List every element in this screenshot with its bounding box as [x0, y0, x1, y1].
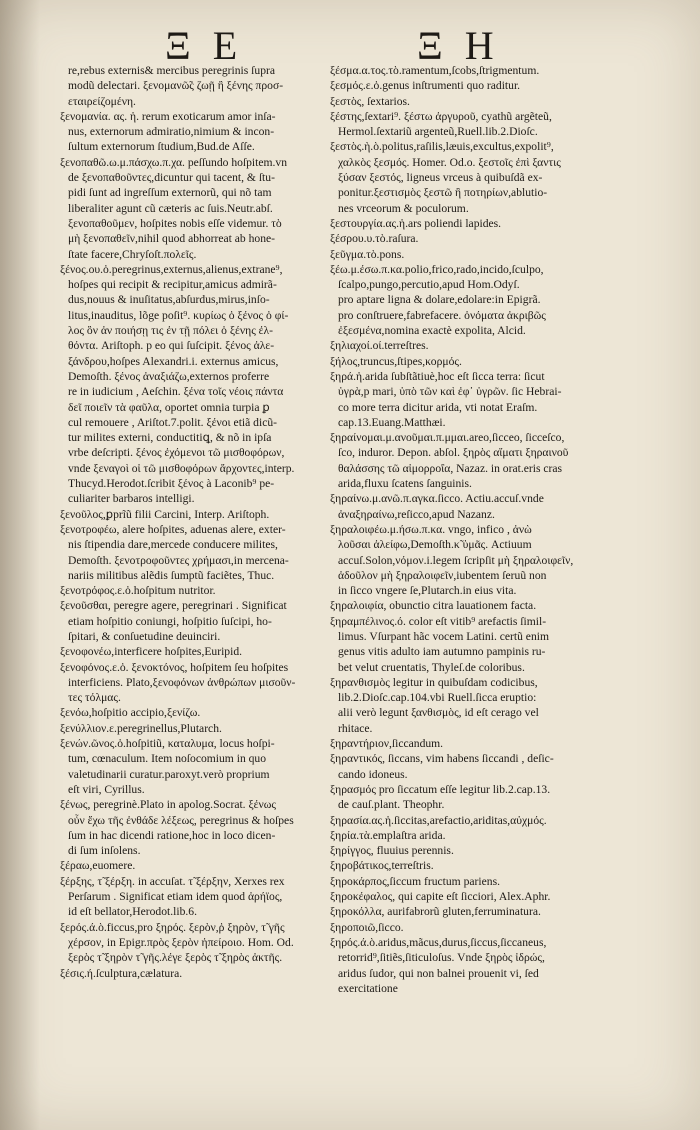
entry-continuation-line: ponitur.ξεστισμὸς ξεστῶ ἢ ποτηρίων,ablutio- — [338, 186, 548, 200]
entry-continuation-line: liberaliter agunt cũ cæteris ac ſuis.Neutr.abſ. — [68, 201, 273, 215]
entry-headword-line: ξηραίνομαι.μ.ανοῦμαι.π.μμαι.areo,ſicceo, ſicceſco, — [330, 431, 565, 445]
entry-continuation-line: di ſum inſolens. — [68, 844, 141, 858]
entry-continuation-line: nus, externorum admiratio,nimium & incon- — [68, 125, 275, 139]
entry-continuation-line: vnde ξεναγοὶ οἱ τῶ μισθοφόρων ἄρχοντες,interp. — [68, 461, 295, 475]
entry-headword-line: ξεστουργία.ας.ἡ.ars poliendi lapides. — [330, 216, 502, 230]
entry-continuation-line: exercitatione — [338, 981, 398, 995]
entry-headword-line: ξήλος,truncus,ſtipes,κορμός. — [330, 354, 462, 368]
dictionary-column-right — [330, 63, 588, 996]
entry-headword-line: ξηραλοιφία, obunctio citra lauationem facta. — [330, 599, 537, 613]
entry-headword-line: ξηροποιῶ,ſicco. — [330, 920, 404, 934]
page-gutter-shadow — [0, 0, 40, 1130]
entry-continuation-line: χέρσον, in Epigr.πρὸς ξερὸν ἠπείροιο. Hom. Od. — [68, 935, 294, 949]
entry-headword-line: ξηροκέφαλος, qui capite eſt ſicciori, Alex.Aphr. — [330, 890, 551, 904]
entry-continuation-line: pro aptare ligna & dolare,edolare:in Epigrã. — [338, 293, 541, 307]
entry-continuation-line: de ξενοπαθοῦντες,dicuntur qui tacent, & ſtu- — [68, 171, 275, 185]
entry-continuation-line: pidi ſunt ad ingreſſum externorũ, qui nõ tam — [68, 186, 272, 200]
entry-continuation-line: ſtate facere,Chryſoſt.πολεῖς. — [68, 247, 197, 261]
entry-headword-line: ξεσμός.ε.ὁ.genus inſtrumenti quo raditur. — [330, 79, 521, 93]
entry-continuation-line: ξερὸς τ̃ ξηρὸν τ̃ γῆς.λέγε ξερὸς τ̃ ξηρὸς ἀκτῆς. — [68, 951, 283, 965]
entry-continuation-line: ἀναξηραίνω,reſicco,apud Nazanz. — [338, 507, 495, 521]
entry-headword-line: ξηραντικός, ſiccans, vim habens ſiccandi , deſic- — [330, 752, 554, 766]
entry-continuation-line: pro conſtruere,fabrefacere. ὀνόματα ἀκριβῶς — [338, 308, 546, 322]
entry-headword-line: ξηροβάτικος,terreſtris. — [330, 859, 434, 873]
entry-continuation-line: id eſt bellator,Herodot.lib.6. — [68, 905, 197, 919]
entry-continuation-line: cando idoneus. — [338, 767, 408, 781]
entry-continuation-line: Hermol.ſextariũ argenteũ,Ruell.lib.2.Dioſc. — [338, 125, 538, 139]
entry-headword-line: ξένως, peregrinè.Plato in apolog.Socrat. ξένως — [60, 798, 276, 812]
entry-continuation-line: re in iudicium , Aeſchin. ξένα τοῖς νέοις πάντα — [68, 385, 284, 399]
entry-headword-line: ξηρίγγος, fluuius perennis. — [330, 844, 454, 858]
entry-continuation-line: μὴ ξενοπαθεῖν,nihil quod abhorreat ab hone- — [68, 232, 276, 246]
entry-headword-line: ξέσμα.α.τος.τὸ.ramentum,ſcobs,ſtrigmentum. — [330, 64, 540, 77]
entry-continuation-line: genus vitis adulto iam autumno pampinis ru- — [338, 645, 546, 659]
entry-headword-line: ξένος.ου.ὁ.peregrinus,externus,alienus,extrane⁹, — [60, 262, 283, 276]
entry-continuation-line: interficiens. Plato,ξενοφόνων ἀνθρώπων μισοῦν- — [68, 675, 296, 689]
entry-continuation-line: in ſicco vngere ſe,Plutarch.in eius vita. — [338, 584, 517, 598]
entry-continuation-line: ſum in hac dicendi ratione,hoc in loco dicen- — [68, 828, 276, 842]
entry-continuation-line: hoſpes qui recipit & recipitur,amicus admirã- — [68, 278, 277, 292]
entry-continuation-line: dus,nouus & inuſitatus,abſurdus,mirus,inſo- — [68, 293, 270, 307]
entry-continuation-line: eſt viri, Cyrillus. — [68, 782, 145, 796]
entry-headword-line: ξεστὸς.ὴ.ὸ.politus,raſilis,læuis,excultus,expolit⁹, — [330, 140, 554, 154]
entry-continuation-line: vrbe deſcripti. ξένος ἐχόμενοι τῶ μισθοφόρων, — [68, 446, 285, 460]
entry-headword-line: ξενόω,hoſpitio accipio,ξενίζω. — [60, 706, 201, 720]
entry-headword-line: ξεστὸς, ſextarios. — [330, 94, 410, 108]
entry-continuation-line: ſultum externorum ſtudium,Bud.de Aſſe. — [68, 140, 255, 154]
entry-continuation-line: τες τόλμας. — [68, 691, 121, 705]
entry-continuation-line: ὑγρὰ,p mari, ὑπὸ τῶν καὶ ἐφ᾽ ὑγρῶν. ſic Hebrai- — [338, 385, 562, 399]
running-head-left: Ξ Ε — [165, 23, 244, 68]
entry-continuation-line: culiariter barbaros intelligi. — [68, 492, 195, 506]
entry-continuation-line: θαλάσσης τῶ αἱμορροΐα, Nazaz. in orat.eris cras — [338, 461, 563, 475]
entry-continuation-line: ξύσαν ξεστός, ligneus vrceus à quibuſdã ex- — [338, 171, 543, 185]
entry-headword-line: ξέρξης, τ̃ ξέρξη. in accuſat. τ̃ ξέρξην, Xerxes rex — [60, 874, 285, 888]
entry-continuation-line: εταιρείζομένη. — [68, 94, 136, 108]
entry-continuation-line: cul remouere , Ariſtot.7.polit. ξένοι etiã dicũ- — [68, 415, 277, 429]
entry-headword-line: ξηραντήριον,ſiccandum. — [330, 737, 444, 751]
entry-headword-line: ξενοῦσθαι, peregre agere, peregrinari . Significat — [60, 599, 287, 613]
entry-headword-line: ξενοφόνος.ε.ὁ. ξενοκτόνος, hoſpitem ſeu hoſpites — [60, 660, 289, 674]
entry-continuation-line: οὖν ἔχω τῆς ἐνθάδε λέξεως, peregrinus & hoſpes — [68, 813, 294, 827]
entry-headword-line: ξενοπαθῶ.ω.μ.πάσχω.π.χα. peſſundo hoſpitem.vn — [60, 155, 288, 169]
entry-continuation-line: alii verò legunt ξανθισμὸς, id eſt cerago vel — [338, 706, 539, 720]
dictionary-column-left — [60, 63, 322, 981]
entry-continuation-line: χαλκὸς ξεσμός. Homer. Od.o. ξεστοῖς ἐπὶ ξαντις — [338, 155, 561, 169]
entry-continuation-line: bet velut cruentatis, Thyleſ.de coloribus. — [338, 660, 525, 674]
entry-continuation-line: λοῦσαι ἀλείφω,Demoſth.κ̃ ὑμᾶς. Actiuum — [338, 538, 532, 552]
entry-continuation-line: lib.2.Dioſc.cap.104.vbi Ruell.ſicca eruptio: — [338, 691, 537, 705]
entry-continuation-line: ſpitari, & conſuetudine deuinciri. — [68, 629, 221, 643]
entry-continuation-line: litus,inauditus, lõge poſit⁹. κυρίως ὁ ξένος ὁ φί- — [68, 308, 289, 322]
entry-headword-line: ξηραμπέλινος.ό. color eſt vitib⁹ arefactis ſimil- — [330, 614, 547, 628]
entry-headword-line: ξέραω,euomere. — [60, 859, 136, 873]
entry-headword-line: ξενύλλιον.ε.peregrinellus,Plutarch. — [60, 721, 222, 735]
entry-headword-line: ξέστης,ſextari⁹. ξέστω ἀργυροῦ, cyathũ argẽteũ, — [330, 109, 552, 123]
entry-continuation-line: θόντα. Ariſtoph. p eo qui ſuſcipit. ξένος ἀλε- — [68, 339, 275, 353]
entry-continuation-line: etiam hoſpitio coniungi, hoſpitio ſuſcipi, ho- — [68, 614, 272, 628]
entry-continuation-line: retorrid⁹,ſitiẽs,ſiticuloſus. Vnde ξηρὸς ἱδρώς, — [338, 951, 545, 965]
entry-continuation-line: δεῖ ποιεῖν τὰ φαῦλα, oportet omnia turpia ꝑ — [68, 400, 270, 414]
entry-continuation-line: limus. Vſurpant hãc vocem Latini. certũ enim — [338, 629, 549, 643]
entry-headword-line: ξηρασία.ας.ἡ.ſiccitas,arefactio,ariditas,αὐχμός. — [330, 813, 547, 827]
entry-continuation-line: ſcalpo,pungo,percutio,apud Hom.Odyſ. — [338, 278, 520, 292]
entry-headword-line: ξενοῦλος,ꝑprĩũ filii Carcini, Interp. Ariſtoph. — [60, 507, 270, 521]
entry-headword-line: ξηρανθισμὸς legitur in quibuſdam codicibus, — [330, 675, 538, 689]
entry-continuation-line: ξενοπαθοῦμεν, hoſpites nobis eſſe videmur. τὸ — [68, 216, 282, 230]
entry-continuation-line: nariis militibus alẽdis ſumptũ faciẽtes, Thuc. — [68, 568, 275, 582]
entry-continuation-line: ἀδοῦλον μὴ ξηραλοιφεῖν,iubentem ſeruũ non — [338, 568, 547, 582]
entry-continuation-line: arida,fluxu ſcatens ſanguinis. — [338, 477, 472, 491]
entry-headword-line: ξέσις.ή.ſculptura,cælatura. — [60, 966, 183, 980]
entry-continuation-line: ἐξεσμένα,nomina exactè expolita, Alcid. — [338, 324, 526, 338]
entry-headword-line: ξέσρου.υ.τὸ.raſura. — [330, 232, 419, 246]
running-head-right: Ξ Η — [417, 23, 500, 68]
entry-headword-line: ξενοτρόφος.ε.ὁ.hoſpitum nutritor. — [60, 584, 216, 598]
entry-continuation-line: re,rebus externis& mercibus peregrinis ſupra — [68, 64, 276, 77]
entry-continuation-line: Demoſth. ξενοτροφοῦντες χρήμασι,in mercena- — [68, 553, 289, 567]
entry-headword-line: ξηραλοιφέω.μ.ήσω.π.κα. vngo, infico , ἀνὼ — [330, 522, 532, 536]
entry-continuation-line: de cauſ.plant. Theophr. — [338, 798, 445, 812]
entry-headword-line: ξηλιαχοί.οί.terreſtres. — [330, 339, 429, 353]
entry-headword-line: ξενοτροφέω, alere hoſpites, aduenas alere, exter- — [60, 522, 286, 536]
entry-continuation-line: modũ delectari. ξενομανῶ̃ς ζωῇ ἢ ξένης προσ- — [68, 79, 284, 93]
entry-continuation-line: ξάνδρου,hoſpes Alexandri.i. externus amicus, — [68, 354, 279, 368]
entry-headword-line: ξενών.ῶνος.ὁ.hoſpitiũ, καταλυμα, locus hoſpi- — [60, 737, 275, 751]
entry-continuation-line: cap.13.Euang.Matthæi. — [338, 415, 446, 429]
entry-continuation-line: ſco, induror. Depon. abſol. ξηρὸς αἵματι ξηραινοῦ — [338, 446, 569, 460]
entry-continuation-line: Perſarum . Significat etiam idem quod ἀρήϊος, — [68, 890, 283, 904]
entry-headword-line: ξηραίνω.μ.ανῶ.π.αγκα.ſicco. Actiu.accuſ.vnde — [330, 492, 544, 506]
entry-headword-line: ξέω.μ.έσω.π.κα.polio,frico,rado,incido,ſculpo, — [330, 262, 544, 276]
entry-continuation-line: accuſ.Solon,νόμον.i.legem ſcripſit μὴ ξηραλοιφεῖν, — [338, 553, 574, 567]
entry-headword-line: ξηρασμός pro ſiccatum eſſe legitur lib.2.cap.13. — [330, 782, 551, 796]
entry-headword-line: ξηροκάρπος,ſiccum fructum pariens. — [330, 874, 500, 888]
entry-continuation-line: Demoſth. ξένος ἀναξιάζω,externos proferre — [68, 369, 270, 383]
entry-headword-line: ξηρός.ά.ὸ.aridus,mãcus,durus,ſiccus,ſiccaneus, — [330, 935, 547, 949]
entry-headword-line: ξηρά.ἡ.arida ſubſtãtiuè,hoc eſt ſicca terra: ſicut — [330, 369, 545, 383]
entry-continuation-line: tum, cœnaculum. Item noſocomium in quo — [68, 752, 267, 766]
entry-continuation-line: λος ὃν ἀν ποιήσῃ τις ἐν τῇ πόλει ὁ ξένης ἐλ- — [68, 324, 274, 338]
entry-headword-line: ξενομανία. ας. ἡ. rerum exoticarum amor inſa- — [60, 109, 276, 123]
entry-continuation-line: nes vrceorum & poculorum. — [338, 201, 469, 215]
entry-headword-line: ξηροκόλλα, aurifabrorũ gluten,ferruminatura. — [330, 905, 541, 919]
entry-continuation-line: valetudinarii curatur.paroxyt.verò proprium — [68, 767, 270, 781]
entry-headword-line: ξεῦγμα.τὸ.pons. — [330, 247, 405, 261]
entry-continuation-line: co more terra dicitur arida, vti notat Eraſm. — [338, 400, 538, 414]
entry-continuation-line: rhitace. — [338, 721, 373, 735]
entry-headword-line: ξηρία.τὰ.emplaſtra arida. — [330, 828, 446, 842]
entry-continuation-line: Thucyd.Herodot.ſcribit ξένος à Laconib⁹ pe- — [68, 477, 275, 491]
entry-continuation-line: aridus ſudor, qui non balnei prouenit vi, ſed — [338, 966, 539, 980]
entry-headword-line: ξερός.ά.ὸ.ficcus,pro ξηρός. ξερὸν,ῥ ξηρὸν, τ̃ γῆς — [60, 920, 285, 934]
entry-headword-line: ξενοφονέω,interficere hoſpites,Euripid. — [60, 645, 243, 659]
entry-continuation-line: tur milites externi, conductitiꝗ, & nõ in ipſa — [68, 431, 272, 445]
entry-continuation-line: nis ſtipendia dare,mercede conducere milites, — [68, 538, 278, 552]
